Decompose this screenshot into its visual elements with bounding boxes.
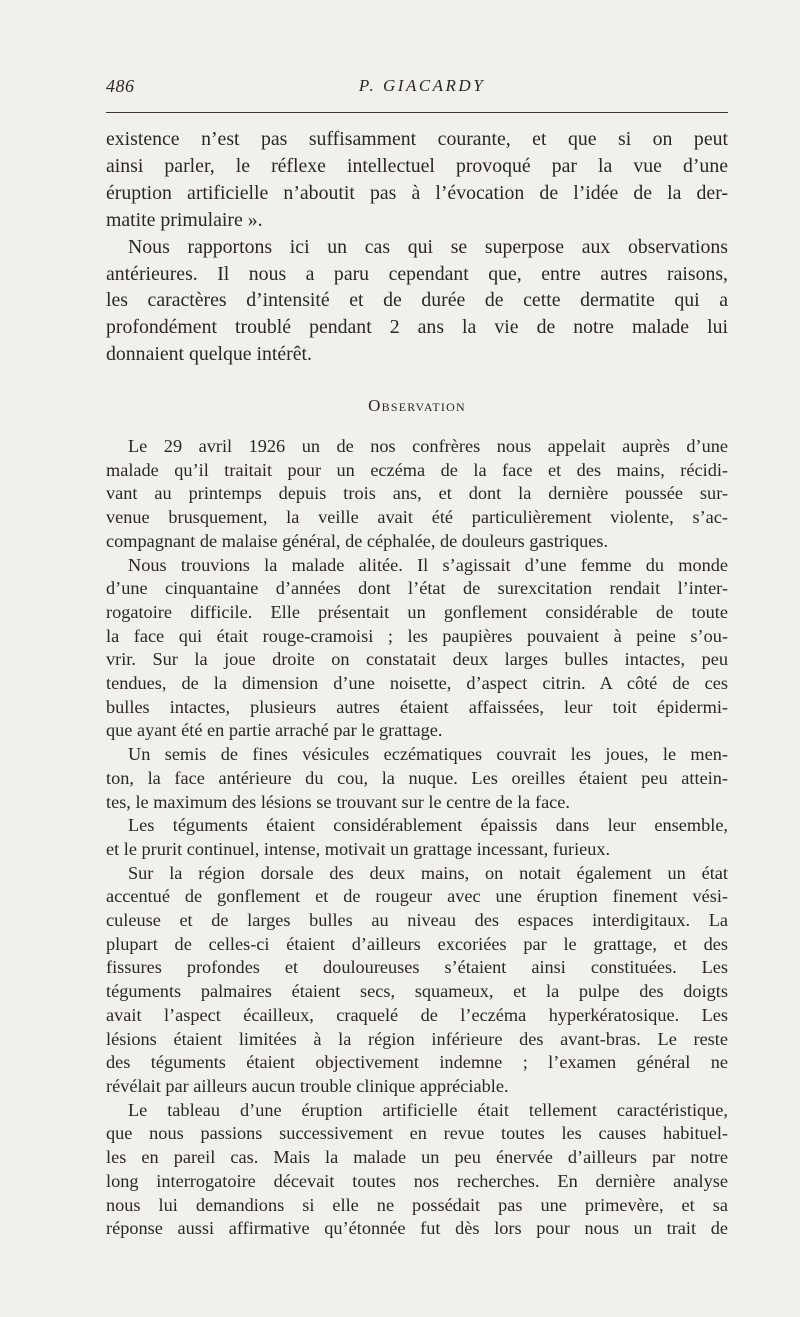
text-line: bulles intactes, plusieurs autres étaient affaissées, leur toit épidermi- <box>106 696 728 717</box>
text-line: et le prurit continuel, intense, motivait un grattage incessant, furieux. <box>106 838 611 859</box>
text-line: ton, la face antérieure du cou, la nuque. Les oreilles étaient peu attein- <box>106 767 728 788</box>
text-line: des téguments étaient objectivement indemne ; l’examen général ne <box>106 1052 728 1073</box>
text-line: compagnant de malaise général, de céphalée, de douleurs gastriques. <box>106 530 609 551</box>
header-rule <box>106 112 728 113</box>
text-line: nous lui demandions si elle ne possédait pas une primevère, et sa <box>106 1194 728 1215</box>
text-line: Les téguments étaient considérablement épaissis dans leur ensemble, <box>128 815 728 836</box>
text-line: vant au printemps depuis trois ans, et dont la dernière poussée sur- <box>106 483 728 504</box>
text-line: que ayant été en partie arraché par le grattage. <box>106 720 443 741</box>
text-line: existence n’est pas suffisamment courante, et que si on peut <box>106 128 728 150</box>
text-line: plupart de celles-ci étaient d’ailleurs excoriées par le grattage, et des <box>106 933 728 954</box>
text-line: matite primulaire ». <box>106 208 263 231</box>
text-line: long interrogatoire décevait toutes nos recherches. En dernière analyse <box>106 1170 728 1191</box>
observation-text <box>106 435 728 1241</box>
text-line: Sur la région dorsale des deux mains, on notait également un état <box>128 862 728 883</box>
text-line: la face qui était rouge-cramoisi ; les paupières pouvaient à peine s’ou- <box>106 625 728 646</box>
text-line: les caractères d’intensité et de durée de cette dermatite qui a <box>106 289 728 312</box>
text-line: lésions étaient limitées à la région inférieure des avant-bras. Le reste <box>106 1028 728 1049</box>
text-line: profondément troublé pendant 2 ans la vie de notre malade lui <box>106 316 728 339</box>
text-line: tendues, de la dimension d’une noisette, d’aspect citrin. A côté de ces <box>106 673 728 694</box>
text-line: accentué de gonflement et de rougeur avec une éruption finement vési- <box>106 886 728 907</box>
text-line: les en pareil cas. Mais la malade un peu énervée d’ailleurs par notre <box>106 1147 728 1168</box>
text-line: avait l’aspect écailleux, craquelé de l’eczéma hyperkératosique. Les <box>106 1004 728 1025</box>
text-line: éruption artificielle n’aboutit pas à l’évocation de l’idée de la der- <box>106 181 728 204</box>
running-head: P. GIACARDY <box>358 76 486 95</box>
text-line: réponse aussi affirmative qu’étonnée fut dès lors pour nous un trait de <box>106 1218 728 1239</box>
text-line: Le 29 avril 1926 un de nos confrères nous appelait auprès d’une <box>128 436 728 456</box>
text-line: malade qu’il traitait pour un eczéma de la face et des mains, récidi- <box>106 459 728 480</box>
text-line: antérieures. Il nous a paru cependant que, entre autres raisons, <box>106 262 728 285</box>
text-line: fissures profondes et douloureuses s’étaient ainsi constituées. Les <box>106 957 728 978</box>
text-line: donnaient quelque intérêt. <box>106 343 312 366</box>
text-line: ainsi parler, le réflexe intellectuel provoqué par la vue d’une <box>106 154 728 177</box>
text-line: tes, le maximum des lésions se trouvant sur le centre de la face. <box>106 791 570 812</box>
text-line: Un semis de fines vésicules eczématiques couvrait les joues, le men- <box>128 744 728 765</box>
text-line: téguments palmaires étaient secs, squameux, et la pulpe des doigts <box>106 981 728 1002</box>
page-header <box>106 76 728 100</box>
text-line: Nous trouvions la malade alitée. Il s’agissait d’une femme du monde <box>128 554 728 575</box>
text-line: Le tableau d’une éruption artificielle était tellement caractéristique, <box>128 1099 728 1120</box>
page-number: 486 <box>106 76 135 96</box>
section-heading: Observation <box>368 396 466 415</box>
text-line: d’une cinquantaine d’années dont l’état de surexcitation rendait l’inter- <box>106 578 728 599</box>
text-line: culeuse et de larges bulles au niveau des espaces interdigitaux. La <box>106 910 728 931</box>
text-line: révélait par ailleurs aucun trouble clinique appréciable. <box>106 1075 509 1096</box>
text-line: rogatoire difficile. Elle présentait un gonflement considérable de toute <box>106 601 728 622</box>
text-line: vrir. Sur la joue droite on constatait deux larges bulles intactes, peu <box>106 649 728 670</box>
text-line: que nous passions successivement en revue toutes les causes habituel- <box>106 1123 728 1144</box>
text-line: venue brusquement, la veille avait été particulièrement violente, s’ac- <box>106 507 728 528</box>
intro-text <box>106 126 728 368</box>
text-line: Nous rapportons ici un cas qui se superpose aux observations <box>128 235 728 258</box>
